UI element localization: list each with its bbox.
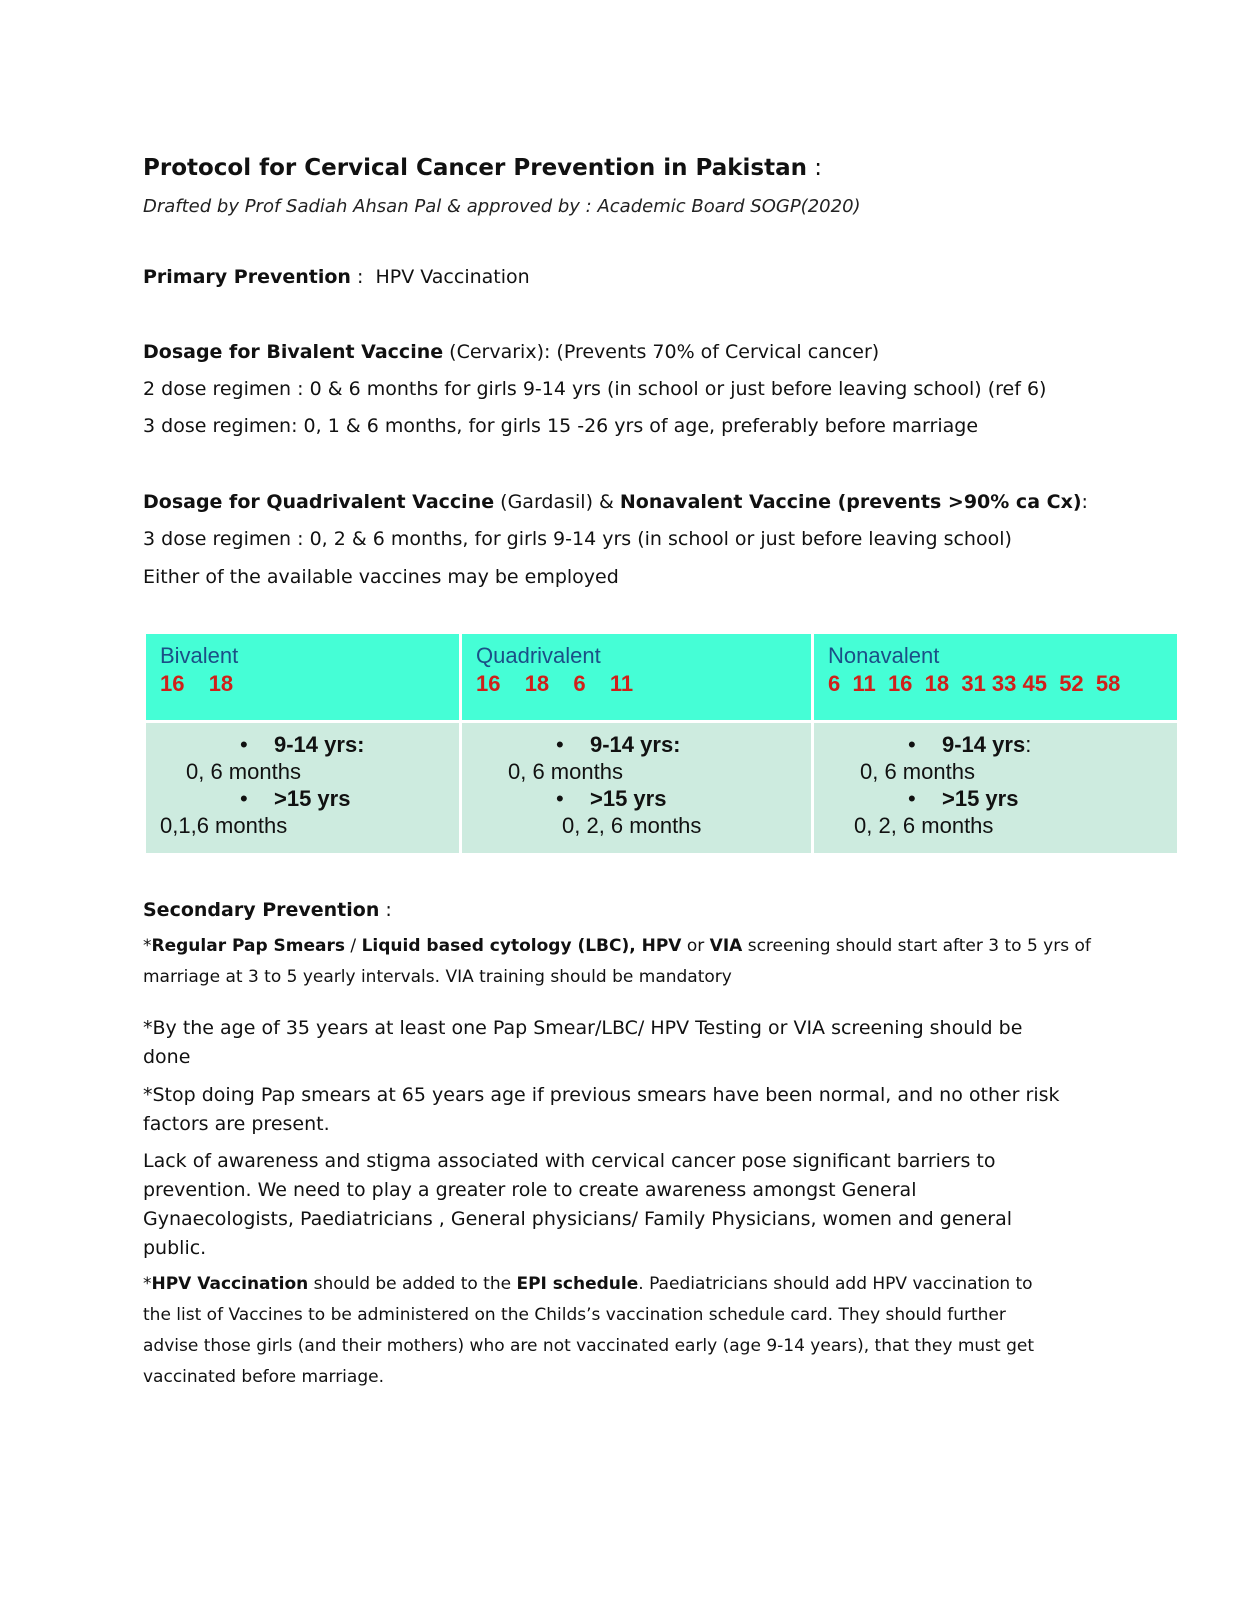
bivalent-schedule-1: 0, 6 months (186, 759, 301, 784)
bivalent-dosage-line-2: 3 dose regimen: 0, 1 & 6 months, for girls 15 -26 yrs of age, preferably before marriage (143, 415, 979, 437)
quadrivalent-schedule-2: 0, 2, 6 months (562, 813, 702, 838)
quadrivalent-dosage-heading: Dosage for Quadrivalent Vaccine (Gardasil) & Nonavalent Vaccine (prevents >90% ca Cx): (143, 491, 1088, 513)
bivalent-schedule-cell (145, 722, 461, 855)
nonavalent-name: Nonavalent (828, 643, 940, 668)
vaccine-table-header-row (145, 633, 1179, 722)
quadrivalent-header-cell (461, 633, 813, 722)
primary-prevention-line: Primary Prevention : HPV Vaccination (143, 266, 530, 288)
document-title: Protocol for Cervical Cancer Prevention in Pakistan : (143, 155, 823, 181)
epi-paragraph-line-2: the list of Vaccines to be administered on the Childs’s vaccination schedule card. They should further (143, 1305, 1006, 1325)
awareness-paragraph-line-2: prevention. We need to play a greater role to create awareness amongst General (143, 1179, 917, 1201)
primary-prevention-label: Primary Prevention (143, 266, 351, 288)
nonavalent-schedule-cell (813, 722, 1179, 855)
stop-pap-paragraph-line-1: *Stop doing Pap smears at 65 years age if previous smears have been normal, and no other risk (143, 1084, 1060, 1106)
quadrivalent-schedule-1: 0, 6 months (508, 759, 623, 784)
quadrivalent-name: Quadrivalent (476, 643, 601, 668)
nonavalent-schedule-2: 0, 2, 6 months (854, 813, 994, 838)
awareness-paragraph-line-3: Gynaecologists, Paediatricians , General physicians/ Family Physicians, women and general (143, 1208, 1012, 1230)
document-subtitle: Drafted by Prof Sadiah Ahsan Pal & approved by : Academic Board SOGP(2020) (143, 196, 861, 217)
quadrivalent-schedule-cell (461, 722, 813, 855)
awareness-paragraph-line-4: public. (143, 1237, 207, 1259)
quadrivalent-dosage-line-2: Either of the available vaccines may be employed (143, 566, 619, 588)
nonavalent-header-cell (813, 633, 1179, 722)
age-35-paragraph-line-1: *By the age of 35 years at least one Pap Smear/LBC/ HPV Testing or VIA screening should be (143, 1017, 1023, 1039)
bivalent-name: Bivalent (160, 643, 239, 668)
quadrivalent-dosage-line-1: 3 dose regimen : 0, 2 & 6 months, for girls 9-14 yrs (in school or just before leaving school) (143, 528, 1012, 550)
nonavalent-age-group-2: • >15 yrs (908, 786, 1019, 811)
awareness-paragraph-line-1: Lack of awareness and stigma associated with cervical cancer pose significant barriers to (143, 1150, 996, 1172)
screening-paragraph-line-2: marriage at 3 to 5 yearly intervals. VIA training should be mandatory (143, 967, 732, 987)
nonavalent-schedule-1: 0, 6 months (860, 759, 975, 784)
bivalent-age-group-2: • >15 yrs (240, 786, 351, 811)
vaccine-table (143, 631, 1180, 856)
bivalent-header-cell (145, 633, 461, 722)
secondary-prevention-heading: Secondary Prevention : (143, 899, 392, 921)
bivalent-age-group-1: • 9-14 yrs: (240, 732, 365, 757)
quadrivalent-age-group-1: • 9-14 yrs: (556, 732, 681, 757)
nonavalent-hpv-types: 6 11 16 18 31 33 45 52 58 (828, 671, 1121, 696)
bivalent-schedule-2: 0,1,6 months (160, 813, 288, 838)
stop-pap-paragraph-line-2: factors are present. (143, 1113, 330, 1135)
epi-paragraph-line-1: *HPV Vaccination should be added to the EPI schedule. Paediatricians should add HPV vaccination to (143, 1274, 1033, 1294)
bivalent-dosage-line-1: 2 dose regimen : 0 & 6 months for girls 9-14 yrs (in school or just before leaving school) (ref 6) (143, 378, 1047, 400)
age-35-paragraph-line-2: done (143, 1046, 191, 1068)
quadrivalent-hpv-types: 16 18 6 11 (476, 671, 634, 696)
vaccine-table-schedule-row (145, 722, 1179, 855)
bivalent-hpv-types: 16 18 (160, 671, 234, 696)
epi-paragraph-line-3: advise those girls (and their mothers) who are not vaccinated early (age 9-14 years), that they must get (143, 1336, 1034, 1356)
screening-paragraph-line-1: *Regular Pap Smears / Liquid based cytology (LBC), HPV or VIA screening should start after 3 to 5 yrs of (143, 936, 1091, 956)
quadrivalent-age-group-2: • >15 yrs (556, 786, 667, 811)
epi-paragraph-line-4: vaccinated before marriage. (143, 1367, 384, 1387)
bivalent-dosage-heading: Dosage for Bivalent Vaccine (Cervarix): (Prevents 70% of Cervical cancer) (143, 341, 880, 363)
nonavalent-age-group-1: • 9-14 yrs: (908, 732, 1032, 757)
